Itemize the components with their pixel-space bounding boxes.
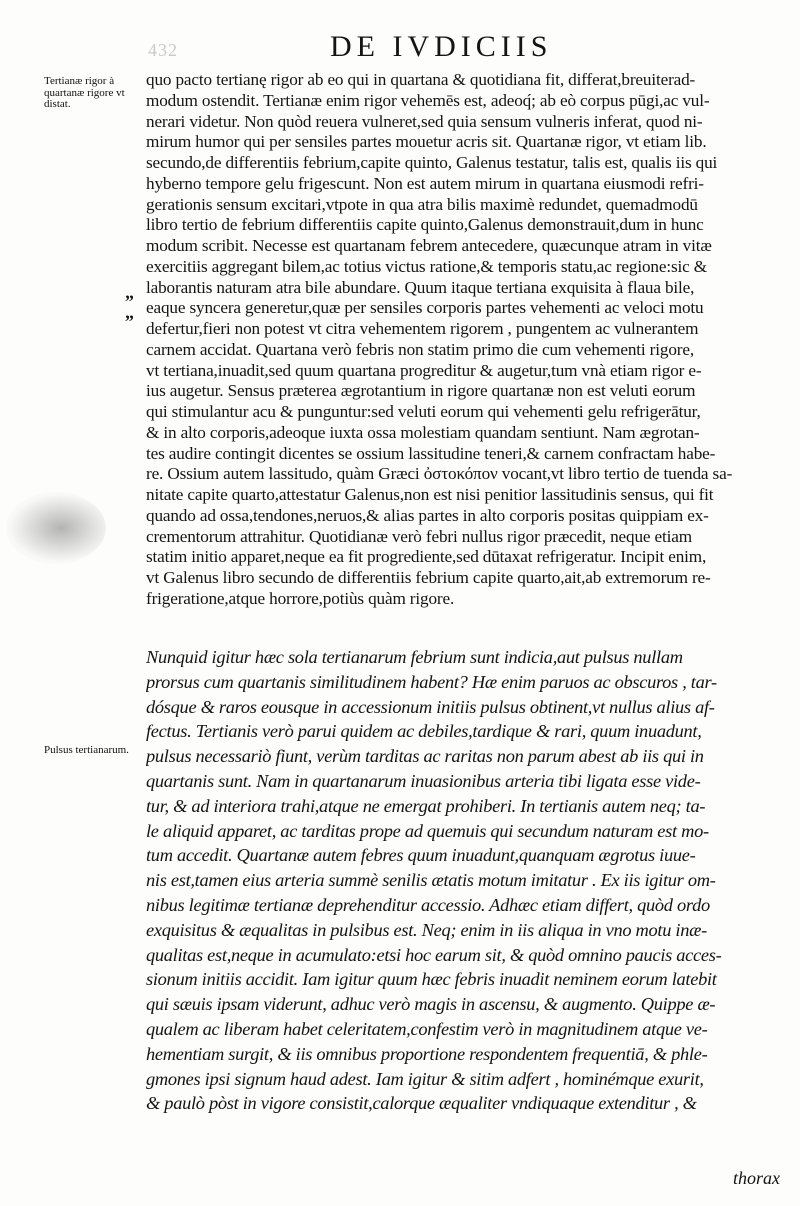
text-line: exquisitus & æqualitas in pulsibus est. Neq; enim in iis aliqua in vno motu inæ- [146,919,707,940]
text-line: gmones ipsi signum haud adest. Iam igitur & sitim adfert , hominémque exurit, [146,1068,704,1089]
italic-text-block [146,645,780,1116]
text-line: prorsus cum quartanis similitudinem habent? Hæ enim paruos ac obscuros , tar- [146,671,717,692]
text-line: qui sæuis ipsam viderunt, adhuc verò magis in ascensu, & augmento. Quippe æ- [146,994,716,1015]
text-line: le aliquid apparet, ac tarditas prope ad quemuis qui secundum naturam est mo- [146,820,709,841]
catchword: thorax [733,1168,780,1188]
text-line: eaque syncera generetur,quæ per sensiles corporis partes vehementi ac veloci motu [146,298,704,318]
text-line: tes audire contingit dicentes se ossium lassitudine teneri,& carnem confractam habe- [146,443,716,463]
running-head: DE IVDICIIS [330,30,553,63]
text-line: libro tertio de febrium differentiis capite quinto,Galenus demonstrauit,dum in hunc [146,215,704,235]
quote-mark: „ [125,282,134,302]
text-line: qualitas est,neque in acumulato:etsi hoc earum sit, & quòd omnino paucis acces- [146,944,722,965]
text-line: modum ostendit. Tertianæ enim rigor vehemēs est, adeoq́; ab eò corpus pūgi,ac vul- [146,90,710,110]
text-line: qui stimulantur acu & punguntur:sed veluti eorum qui vehementi gelu refrigerātur, [146,402,701,421]
text-line: secundo,de differentiis febrium,capite quinto, Galenus testatur, talis est, qualis iis qui [146,153,718,172]
text-line: gerationis sensum excitari,vtpote in qua atra bilis maximè redundet, quemadmodū [146,194,698,214]
text-line: tur, & ad interiora trahi,atque ne emergat prohiberi. In tertianis autem neq; ta- [146,795,706,816]
text-line: Nunquid igitur hæc sola tertianarum febrium sunt indicia,aut pulsus nullam [146,647,683,667]
text-line: nibus legitimæ tertianæ deprehenditur accessio. Adhæc etiam differt, quòd ordo [146,894,710,915]
text-line: quo pacto tertianę rigor ab eo qui in quartana & quotidiana fit, differat,breuiterad- [146,70,696,89]
text-line: frigeratione,atque horrore,potiùs quàm rigore. [146,588,455,608]
text-line: ius augetur. Sensus præterea ægrotantium in rigore quartanæ non est veluti eorum [146,381,696,401]
text-line: modum scribit. Necesse est quartanam febrem antecedere, quæcunque atram in vitæ [146,236,712,255]
text-line: carnem accidat. Quartana verò febris non statim primo die cum vehementi rigore, [146,339,694,359]
text-line: hyberno tempore gelu frigescunt. Non est autem mirum in quartana eiusmodi refri- [146,173,704,193]
text-line: nis est,tamen eius arteria summè senilis ætatis motum imitatur . Ex iis igitur om- [146,870,716,891]
text-line: tum accedit. Quartanæ autem febres quum inuadunt,quanquam ægrotus iuue- [146,845,696,866]
text-line: vt tertiana,inuadit,sed quum quartana progreditur & augetur,tum vnà etiam rigor e- [146,360,702,380]
text-line: crementorum attrahitur. Quotidianæ verò febri nullus rigor præcedit, neque etiam [146,526,692,546]
text-line: re. Ossium autem lassitudo, quàm Græci ὀστοκόπον vocant,vt libro tertio de tuenda sa- [146,464,733,484]
text-line: defertur,fieri non potest vt citra vehementem rigorem , pungentem ac vulnerantem [146,319,699,338]
folio-number: 432 [148,40,178,60]
text-line: vt Galenus libro secundo de differentiis febrium capite quarto,ait,ab extremorum re- [146,568,711,587]
text-line: pulsus necessariò fiunt, verùm tarditas ac raritas non parum abest ab iis qui in [146,746,704,767]
text-line: laborantis naturam atra bile abundare. Quum itaque tertiana exquisita à flaua bile, [146,277,695,297]
text-line: exercitiis aggregant bilem,ac totius victus ratione,& temporis statu,ac regione:sic & [146,256,707,276]
ink-smudge [6,492,106,564]
text-line: quando ad ossa,tendones,neruos,& alias partes in alto corporis positas quippiam ex- [146,505,709,525]
text-line: dósque & raros eousque in accessionum initiis pulsus obtinent,vt nullus alius af- [146,696,715,717]
text-line: nitate capite quarto,attestatur Galenus,non est nisi penitior lassitudinis sensus, qui fit [146,485,714,504]
roman-text-block [146,70,780,610]
text-line: mirum humor qui per sensiles partes mouetur acris sit. Quartanæ rigor, vt etiam lib. [146,132,707,152]
margin-note-pulsus: Pulsus tertianarum. [44,744,129,756]
text-line: statim initio apparet,neque ea fit progrediente,sed dūtaxat refrigeratur. Incipit enim, [146,547,707,567]
text-line: & paulò pòst in vigore consistit,calorque æqualiter vndiquaque extenditur , & [146,1093,697,1114]
text-line: sionum initiis accidit. Iam igitur quum hæc febris inuadit neminem eorum latebit [146,969,717,990]
margin-note-rigor: Tertianæ rigor à quartanæ rigore vt distat. [44,75,125,110]
text-line: fectus. Tertianis verò parui quidem ac debiles,tardique & rari, quum inuadunt, [146,721,702,742]
text-line: & in alto corporis,adeoque iuxta ossa molestiam quandam sentiunt. Nam ægrotan- [146,422,700,442]
text-line: qualem ac liberam habet celeritatem,confestim verò in magnitudinem atque ve- [146,1018,708,1039]
text-line: quartanis sunt. Nam in quartanarum inuasionibus arteria tibi ligata esse vide- [146,770,701,791]
text-line: nerari videtur. Non quòd reuera vulneret,sed quia sensum vulneris inferat, quod ni- [146,111,703,131]
text-line: hementiam surgit, & iis omnibus proportione respondentem frequentiā, & phle- [146,1043,708,1064]
quote-mark: „ [125,302,134,322]
